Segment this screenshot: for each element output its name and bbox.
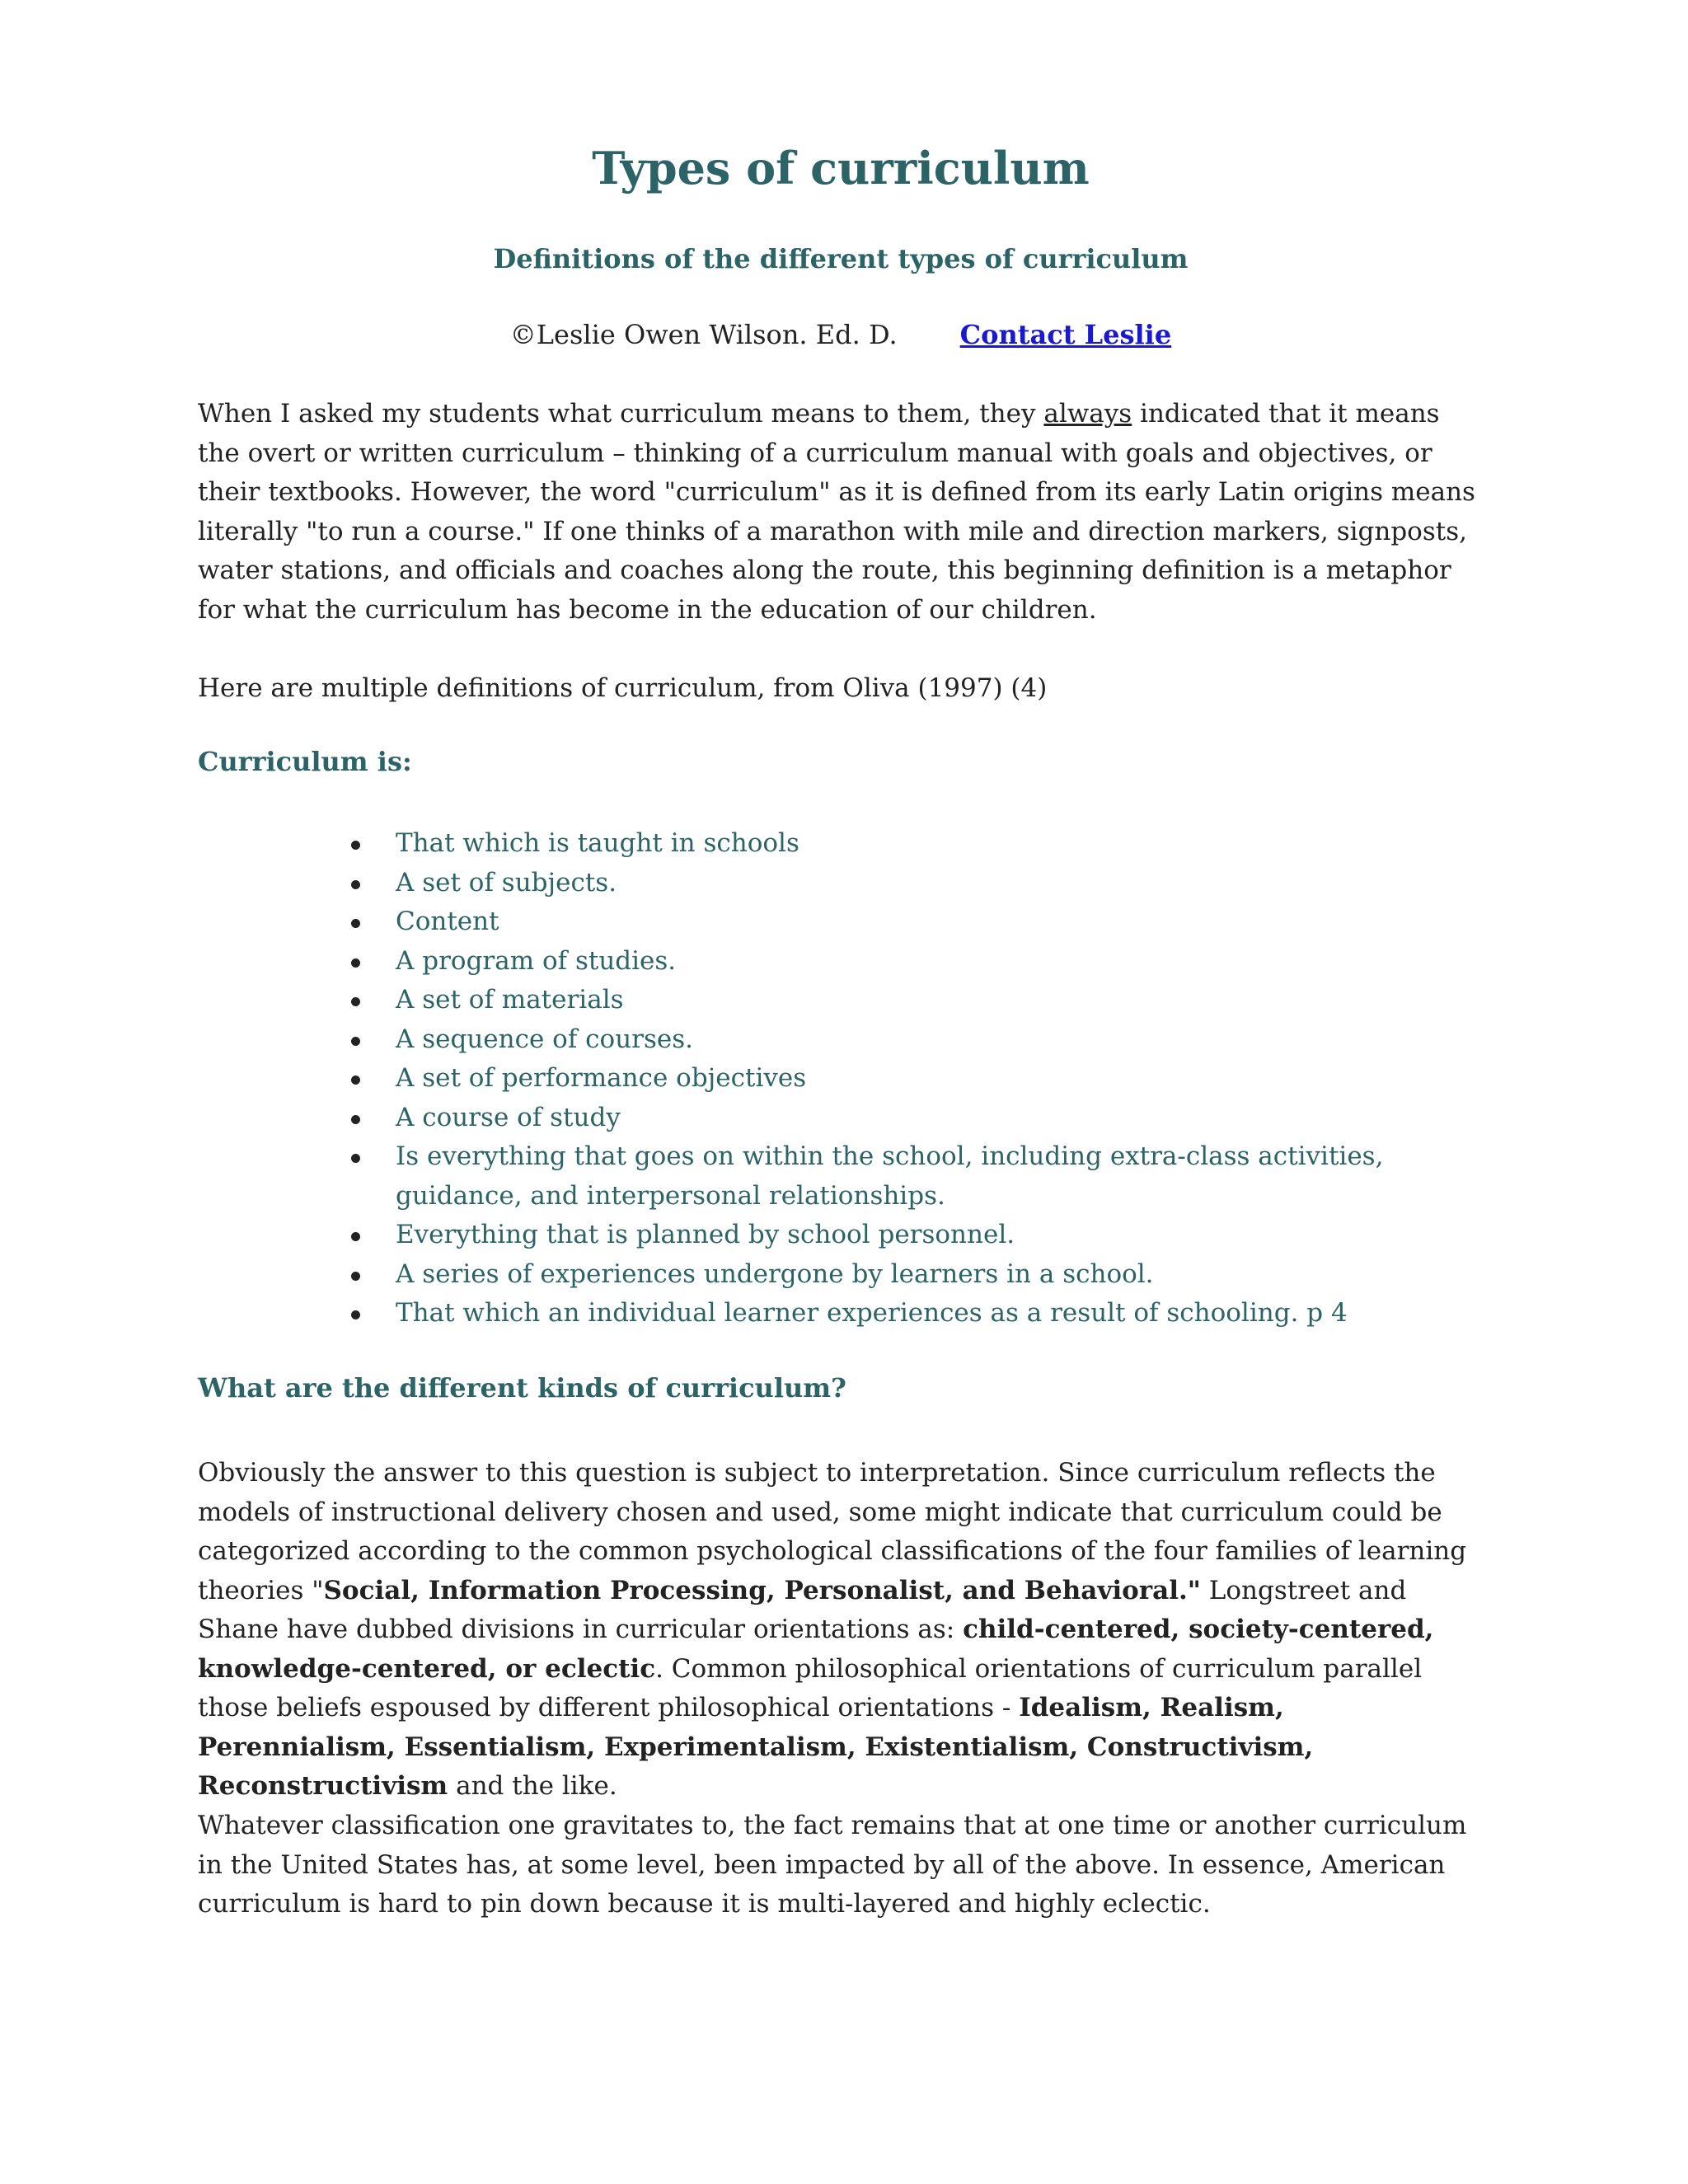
contact-leslie-link[interactable]: Contact Leslie	[959, 319, 1172, 350]
definition-text: Is everything that goes on within the school, including extra-class activities, guidance, and interpersonal relationships.	[396, 1141, 1384, 1211]
definition-text: That which is taught in schools	[396, 828, 799, 858]
definition-list-item	[198, 981, 1484, 1020]
definition-text: A set of materials	[396, 985, 624, 1015]
kinds-text-2: Longstreet and Shane have dubbed divisions in curricular orientations as:	[198, 1575, 1407, 1644]
bullet-icon	[351, 919, 360, 928]
page-title: Types of curriculum	[592, 142, 1090, 194]
bullet-icon	[351, 958, 360, 968]
bullet-icon	[351, 1115, 360, 1124]
definition-list-item	[198, 1255, 1484, 1295]
definition-list-item	[198, 1216, 1484, 1255]
byline	[198, 318, 1484, 353]
definition-text: Content	[396, 907, 499, 936]
kinds-bold-learning-theories: Social, Information Processing, Personalist, and Behavioral."	[323, 1575, 1201, 1605]
bullet-icon	[351, 997, 360, 1006]
bullet-icon	[351, 1076, 360, 1085]
bullet-icon	[351, 1310, 360, 1319]
bullet-icon	[351, 1272, 360, 1281]
definition-list-item	[198, 1294, 1484, 1333]
definition-text: That which an individual learner experiences as a result of schooling. p 4	[396, 1298, 1348, 1328]
definition-text: Everything that is planned by school personnel.	[396, 1220, 1015, 1249]
definitions-intro: Here are multiple definitions of curriculum, from Oliva (1997) (4)	[198, 673, 1048, 703]
definition-list-item	[198, 864, 1484, 903]
definition-text: A sequence of courses.	[396, 1024, 693, 1054]
intro-text-part1: When I asked my students what curriculum means to them, they	[198, 399, 1044, 429]
bullet-icon	[351, 880, 360, 889]
kinds-text-3: . Common philosophical orientations of curriculum parallel those beliefs espoused by different philosophical orientations -	[198, 1653, 1423, 1722]
intro-paragraph	[198, 395, 1484, 630]
kinds-bold-orientations: child-centered, society-centered, knowledge-centered, or eclectic	[198, 1615, 1434, 1684]
definition-list-item	[198, 942, 1484, 982]
bullet-icon	[351, 1037, 360, 1046]
definition-list-item	[198, 824, 1484, 864]
bullet-icon	[351, 1154, 360, 1163]
kinds-bold-philosophies: Idealism, Realism, Perennialism, Essentialism, Experimentalism, Existentialism, Constructivism, Reconstructivism	[198, 1693, 1314, 1801]
kinds-heading: What are the different kinds of curriculum?	[198, 1372, 846, 1404]
kinds-text-1: Obviously the answer to this question is subject to interpretation. Since curriculum reflects the models of instructional delivery chosen and used, some might indicate that curriculum could be categorized according to the common psychological classifications of the four families of learning theories "	[198, 1458, 1467, 1605]
definition-list-item	[198, 1099, 1484, 1138]
definition-text: A series of experiences undergone by learners in a school.	[396, 1258, 1154, 1289]
intro-text-part2: indicated that it means the overt or written curriculum – thinking of a curriculum manual with goals and objectives, or their textbooks. However, the word "curriculum" as it is defined from its early Latin origins means literally "to run a course." If one thinks of a marathon with mile and direction markers, signposts, water stations, and officials and coaches along the route, this beginning definition is a metaphor for what the curriculum has become in the education of our children.	[198, 399, 1475, 625]
page-subtitle: Definitions of the different types of curriculum	[493, 243, 1189, 274]
definition-text: A course of study	[396, 1102, 621, 1132]
closing-paragraph: Whatever classification one gravitates to, the fact remains that at one time or another curriculum in the United States has, at some level, been impacted by all of the above. In essence, American curriculum is hard to pin down because it is multi-layered and highly eclectic.	[198, 1811, 1467, 1919]
bullet-icon	[351, 841, 360, 850]
definitions-list	[198, 824, 1484, 1333]
kinds-paragraph	[198, 1454, 1484, 1807]
definition-list-item	[198, 1137, 1484, 1216]
definition-text: A set of performance objectives	[396, 1063, 807, 1093]
bullet-icon	[351, 1232, 360, 1241]
definition-list-item	[198, 1020, 1484, 1060]
author-credit: ©Leslie Owen Wilson. Ed. D.	[509, 319, 898, 350]
curriculum-is-heading: Curriculum is:	[198, 746, 412, 777]
definition-list-item	[198, 902, 1484, 942]
definition-text: A program of studies.	[396, 945, 677, 976]
definition-list-item	[198, 1059, 1484, 1099]
kinds-text-4: and the like.	[448, 1771, 617, 1801]
definition-text: A set of subjects.	[396, 867, 617, 898]
intro-underlined-word: always	[1043, 399, 1132, 429]
